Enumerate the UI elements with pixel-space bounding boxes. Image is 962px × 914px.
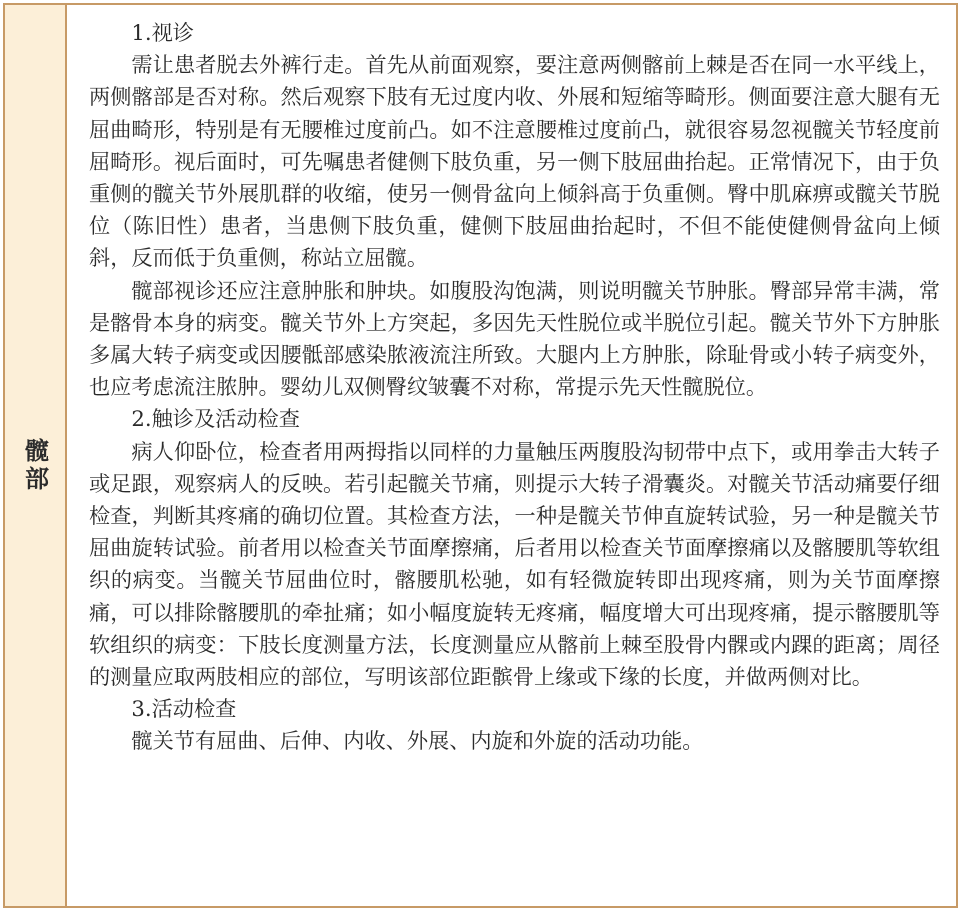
side-label: 髋部 xyxy=(20,437,50,494)
paragraph-inspection-2: 髋部视诊还应注意肿胀和肿块。如腹股沟饱满，则说明髋关节肿胀。臀部异常丰满，常是髂骨本身的病变。髋关节外上方突起，多因先天性脱位或半脱位引起。髋关节外下方肿胀多属大转子病变或因腰骶部感染脓液流注所致。大腿内上方肿胀，除耻骨或小转子病变外，也应考虑流注脓肿。婴幼儿双侧臀纹皱囊不对称，常提示先天性髋脱位。 xyxy=(89,277,940,400)
paragraph-inspection-1: 需让患者脱去外裤行走。首先从前面观察，要注意两侧髂前上棘是否在同一水平线上，两侧髂部是否对称。然后观察下肢有无过度内收、外展和短缩等畸形。侧面要注意大腿有无屈曲畸形，特别是有无腰椎过度前凸。如不注意腰椎过度前凸，就很容易忽视髋关节轻度前屈畸形。视后面时，可先嘱患者健侧下肢负重，另一侧下肢屈曲抬起。正常情况下，由于负重侧的髋关节外展肌群的收缩，使另一侧骨盆向上倾斜高于负重侧。臀中肌麻痹或髋关节脱位（陈旧性）患者，当患侧下肢负重，健侧下肢屈曲抬起时，不但不能使健侧骨盆向上倾斜，反而低于负重侧，称站立屈髋。 xyxy=(89,52,940,271)
content-column xyxy=(67,5,956,906)
paragraph-mobility-1: 髋关节有屈曲、后伸、内收、外展、内旋和外旋的活动功能。 xyxy=(131,728,704,754)
paragraph-palpation-1: 病人仰卧位，检查者用两拇指以同样的力量触压两腹股沟韧带中点下，或用拳击大转子或足跟，观察病人的反映。若引起髋关节痛，则提示大转子滑囊炎。对髋关节活动痛要仔细检查，判断其疼痛的确切位置。其检查方法，一种是髋关节伸直旋转试验，另一种是髋关节屈曲旋转试验。前者用以检查关节面摩擦痛，后者用以检查关节面摩擦痛以及髂腰肌等软组织的病变。当髋关节屈曲位时，髂腰肌松驰，如有轻微旋转即出现疼痛，则为关节面摩擦痛，可以排除髂腰肌的牵扯痛；如小幅度旋转无疼痛，幅度增大可出现疼痛，提示髂腰肌等软组织的病变：下肢长度测量方法，长度测量应从髂前上棘至股骨内髁或内踝的距离；周径的测量应取两肢相应的部位，写明该部位距髌骨上缘或下缘的长度，并做两侧对比。 xyxy=(89,438,940,690)
content-table xyxy=(3,3,958,908)
section-heading-mobility: 3.活动检查 xyxy=(131,696,237,722)
side-column xyxy=(5,5,67,906)
section-heading-palpation: 2.触诊及活动检查 xyxy=(131,406,300,432)
section-heading-inspection: 1.视诊 xyxy=(131,20,194,45)
